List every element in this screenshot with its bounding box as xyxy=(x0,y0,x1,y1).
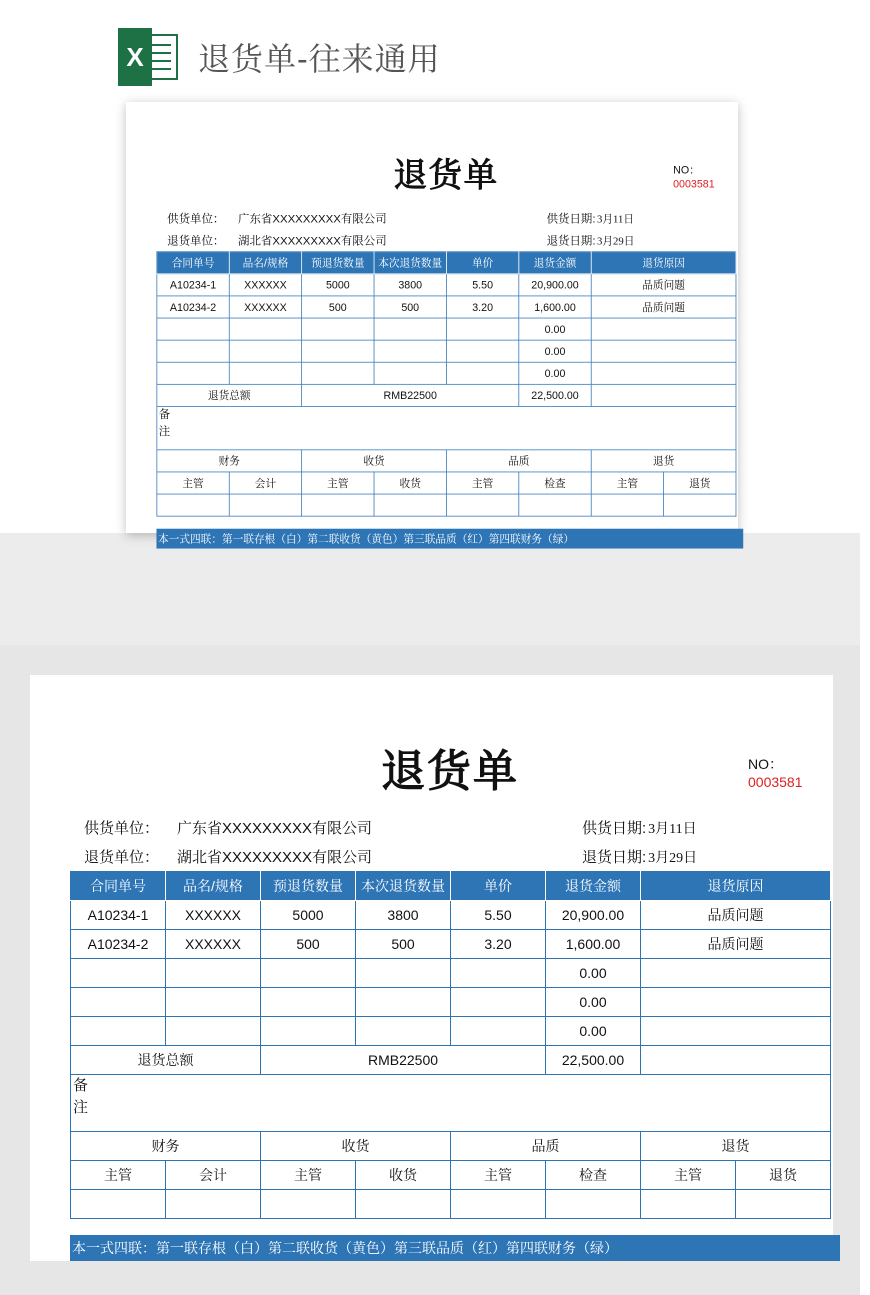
table-cell[interactable] xyxy=(641,1046,831,1075)
table-cell[interactable] xyxy=(302,362,374,384)
return-unit: 退货单位： 湖北省XXXXXXXXX有限公司 xyxy=(84,849,373,866)
table-row xyxy=(157,362,736,384)
supply-date: 供货日期: 3月11日 xyxy=(582,820,697,837)
col-header: 合同单号 xyxy=(71,872,166,901)
remark-cell[interactable] xyxy=(71,1075,831,1132)
sign-group-row xyxy=(71,1132,831,1161)
table-cell[interactable]: 3.20 xyxy=(451,930,546,959)
total-row xyxy=(71,1046,831,1075)
table-cell[interactable]: 20,900.00 xyxy=(546,901,641,930)
signature-cell[interactable] xyxy=(664,494,736,516)
sign-role: 检查 xyxy=(546,1161,641,1190)
sign-role: 主管 xyxy=(71,1161,166,1190)
table-cell[interactable]: A10234-2 xyxy=(71,930,166,959)
signature-cell[interactable] xyxy=(546,1190,641,1219)
table-cell[interactable] xyxy=(229,362,301,384)
table-cell[interactable]: A10234-2 xyxy=(157,296,229,318)
table-cell[interactable] xyxy=(446,318,518,340)
page-title: 退货单-往来通用 xyxy=(198,41,441,77)
sign-role-row xyxy=(157,472,736,494)
signature-cell[interactable] xyxy=(446,494,518,516)
table-row xyxy=(157,318,736,340)
table-cell[interactable] xyxy=(229,340,301,362)
signature-cell[interactable] xyxy=(736,1190,831,1219)
table-cell[interactable]: 500 xyxy=(261,930,356,959)
total-rmb[interactable]: RMB22500 xyxy=(302,384,519,406)
table-cell[interactable] xyxy=(166,988,261,1017)
sign-group: 退货 xyxy=(641,1132,831,1161)
sign-role: 主管 xyxy=(451,1161,546,1190)
sheet-thumbnail xyxy=(126,102,738,545)
col-header: 品名/规格 xyxy=(166,872,261,901)
copies-note: 本一式四联：第一联存根（白）第二联收货（黄色）第三联品质（红）第四联财务（绿） xyxy=(70,1235,840,1261)
col-header: 本次退货数量 xyxy=(374,252,446,274)
table-row xyxy=(157,296,736,318)
signature-cell[interactable] xyxy=(591,494,663,516)
table-cell[interactable]: 5000 xyxy=(261,901,356,930)
total-label: 退货总额 xyxy=(157,384,302,406)
table-cell[interactable]: 5.50 xyxy=(446,274,518,296)
table-cell[interactable] xyxy=(591,318,736,340)
table-cell[interactable] xyxy=(302,340,374,362)
total-label: 退货总额 xyxy=(71,1046,261,1075)
col-header: 品名/规格 xyxy=(229,252,301,274)
sign-group: 财务 xyxy=(71,1132,261,1161)
table-cell[interactable]: 500 xyxy=(374,296,446,318)
table-cell[interactable] xyxy=(374,362,446,384)
signature-cell[interactable] xyxy=(229,494,301,516)
table-cell[interactable]: 20,900.00 xyxy=(519,274,591,296)
sign-role: 主管 xyxy=(261,1161,356,1190)
table-cell[interactable] xyxy=(591,362,736,384)
doc-number: NO：0003581 xyxy=(673,163,715,190)
return-date: 退货日期: 3月29日 xyxy=(546,234,635,248)
preview-divider xyxy=(0,533,860,645)
copies-note: 本一式四联：第一联存根（白）第二联收货（黄色）第三联品质（红）第四联财务（绿） xyxy=(156,529,743,549)
table-cell[interactable] xyxy=(356,988,451,1017)
table-cell[interactable] xyxy=(71,1017,166,1046)
sign-role-row xyxy=(71,1161,831,1190)
total-row xyxy=(157,384,736,406)
table-cell[interactable] xyxy=(356,1017,451,1046)
return-table xyxy=(156,251,736,516)
table-cell[interactable]: XXXXXX xyxy=(166,901,261,930)
doc-number: NO：0003581 xyxy=(748,756,803,790)
table-cell[interactable] xyxy=(446,340,518,362)
remark-label: 备注 xyxy=(73,1077,89,1116)
col-header: 退货原因 xyxy=(591,252,736,274)
signature-row xyxy=(157,494,736,516)
sign-role: 收货 xyxy=(374,472,446,494)
signature-cell[interactable] xyxy=(519,494,591,516)
sign-role: 主管 xyxy=(641,1161,736,1190)
sign-role: 检查 xyxy=(519,472,591,494)
signature-cell[interactable] xyxy=(71,1190,166,1219)
table-row xyxy=(71,959,831,988)
table-cell[interactable] xyxy=(374,340,446,362)
sign-group: 收货 xyxy=(261,1132,451,1161)
signature-cell[interactable] xyxy=(641,1190,736,1219)
table-cell[interactable]: 500 xyxy=(302,296,374,318)
table-cell[interactable] xyxy=(71,988,166,1017)
supply-date: 供货日期: 3月11日 xyxy=(546,212,634,226)
table-cell[interactable] xyxy=(302,318,374,340)
table-row xyxy=(157,274,736,296)
col-header: 退货原因 xyxy=(641,872,831,901)
table-cell[interactable] xyxy=(641,988,831,1017)
table-row xyxy=(71,930,831,959)
sign-role: 退货 xyxy=(736,1161,831,1190)
table-header-row xyxy=(71,872,831,901)
table-cell[interactable]: 0.00 xyxy=(519,362,591,384)
excel-icon: X xyxy=(118,28,180,86)
sign-group: 收货 xyxy=(302,450,447,472)
table-row xyxy=(71,988,831,1017)
table-cell[interactable]: 3.20 xyxy=(446,296,518,318)
table-cell[interactable] xyxy=(451,1017,546,1046)
table-cell[interactable] xyxy=(157,318,229,340)
table-cell[interactable] xyxy=(157,340,229,362)
return-unit: 退货单位： 湖北省XXXXXXXXX有限公司 xyxy=(167,234,387,248)
sign-role: 收货 xyxy=(356,1161,451,1190)
table-cell[interactable]: 品质问题 xyxy=(591,296,736,318)
col-header: 本次退货数量 xyxy=(356,872,451,901)
table-cell[interactable]: XXXXXX xyxy=(166,930,261,959)
return-date: 退货日期: 3月29日 xyxy=(582,849,698,866)
table-cell[interactable] xyxy=(261,1017,356,1046)
table-cell[interactable]: 1,600.00 xyxy=(519,296,591,318)
table-row xyxy=(71,1017,831,1046)
table-cell[interactable]: 0.00 xyxy=(546,959,641,988)
col-header: 退货金额 xyxy=(519,252,591,274)
page-header xyxy=(118,28,441,86)
signature-cell[interactable] xyxy=(302,494,374,516)
col-header: 预退货数量 xyxy=(302,252,374,274)
sign-role: 主管 xyxy=(446,472,518,494)
table-row xyxy=(157,340,736,362)
table-cell[interactable] xyxy=(261,988,356,1017)
col-header: 单价 xyxy=(451,872,546,901)
sign-role: 主管 xyxy=(591,472,663,494)
table-cell[interactable] xyxy=(229,318,301,340)
table-row xyxy=(71,901,831,930)
col-header: 单价 xyxy=(446,252,518,274)
table-header-row xyxy=(157,252,736,274)
sign-group: 财务 xyxy=(157,450,302,472)
table-cell[interactable]: 品质问题 xyxy=(641,901,831,930)
table-cell[interactable] xyxy=(446,362,518,384)
supplier-unit: 供货单位： 广东省XXXXXXXXX有限公司 xyxy=(167,212,387,226)
signature-cell[interactable] xyxy=(451,1190,546,1219)
table-cell[interactable]: 0.00 xyxy=(546,1017,641,1046)
table-cell[interactable] xyxy=(451,988,546,1017)
signature-cell[interactable] xyxy=(374,494,446,516)
return-table xyxy=(70,871,831,1219)
remark-cell[interactable] xyxy=(157,406,736,449)
table-cell[interactable]: 品质问题 xyxy=(591,274,736,296)
sign-group: 品质 xyxy=(446,450,591,472)
signature-cell[interactable] xyxy=(166,1190,261,1219)
table-cell[interactable] xyxy=(591,384,736,406)
remark-label: 备注 xyxy=(158,408,171,439)
signature-cell[interactable] xyxy=(356,1190,451,1219)
table-cell[interactable]: 1,600.00 xyxy=(546,930,641,959)
table-cell[interactable]: XXXXXX xyxy=(229,274,301,296)
table-cell[interactable] xyxy=(641,959,831,988)
table-cell[interactable] xyxy=(591,340,736,362)
doc-title: 退货单 xyxy=(393,156,499,195)
total-amount[interactable]: 22,500.00 xyxy=(546,1046,641,1075)
table-cell[interactable] xyxy=(157,362,229,384)
table-cell[interactable] xyxy=(166,1017,261,1046)
remark-row xyxy=(71,1075,831,1132)
table-cell[interactable] xyxy=(451,959,546,988)
table-cell[interactable] xyxy=(71,959,166,988)
col-header: 退货金额 xyxy=(546,872,641,901)
signature-cell[interactable] xyxy=(261,1190,356,1219)
table-cell[interactable] xyxy=(261,959,356,988)
table-cell[interactable] xyxy=(374,318,446,340)
table-cell[interactable]: 5000 xyxy=(302,274,374,296)
sign-role: 主管 xyxy=(157,472,229,494)
sign-group: 退货 xyxy=(591,450,736,472)
table-cell[interactable]: 3800 xyxy=(356,901,451,930)
table-cell[interactable]: 500 xyxy=(356,930,451,959)
sign-role: 退货 xyxy=(664,472,736,494)
col-header: 预退货数量 xyxy=(261,872,356,901)
signature-cell[interactable] xyxy=(157,494,229,516)
sign-role: 会计 xyxy=(229,472,301,494)
table-cell[interactable] xyxy=(356,959,451,988)
doc-title: 退货单 xyxy=(381,747,519,796)
sign-group-row xyxy=(157,450,736,472)
table-cell[interactable]: A10234-1 xyxy=(71,901,166,930)
table-cell[interactable] xyxy=(166,959,261,988)
table-cell[interactable]: XXXXXX xyxy=(229,296,301,318)
table-cell[interactable]: 0.00 xyxy=(519,318,591,340)
table-cell[interactable]: 品质问题 xyxy=(641,930,831,959)
table-cell[interactable]: 0.00 xyxy=(546,988,641,1017)
col-header: 合同单号 xyxy=(157,252,229,274)
sign-group: 品质 xyxy=(451,1132,641,1161)
signature-row xyxy=(71,1190,831,1219)
table-cell[interactable] xyxy=(641,1017,831,1046)
table-cell[interactable]: 3800 xyxy=(374,274,446,296)
total-amount[interactable]: 22,500.00 xyxy=(519,384,591,406)
table-cell[interactable]: 5.50 xyxy=(451,901,546,930)
table-cell[interactable]: A10234-1 xyxy=(157,274,229,296)
total-rmb[interactable]: RMB22500 xyxy=(261,1046,546,1075)
table-cell[interactable]: 0.00 xyxy=(519,340,591,362)
remark-row xyxy=(157,406,736,449)
supplier-unit: 供货单位： 广东省XXXXXXXXX有限公司 xyxy=(84,820,373,837)
sheet-detail xyxy=(30,675,833,1261)
sign-role: 主管 xyxy=(302,472,374,494)
sign-role: 会计 xyxy=(166,1161,261,1190)
